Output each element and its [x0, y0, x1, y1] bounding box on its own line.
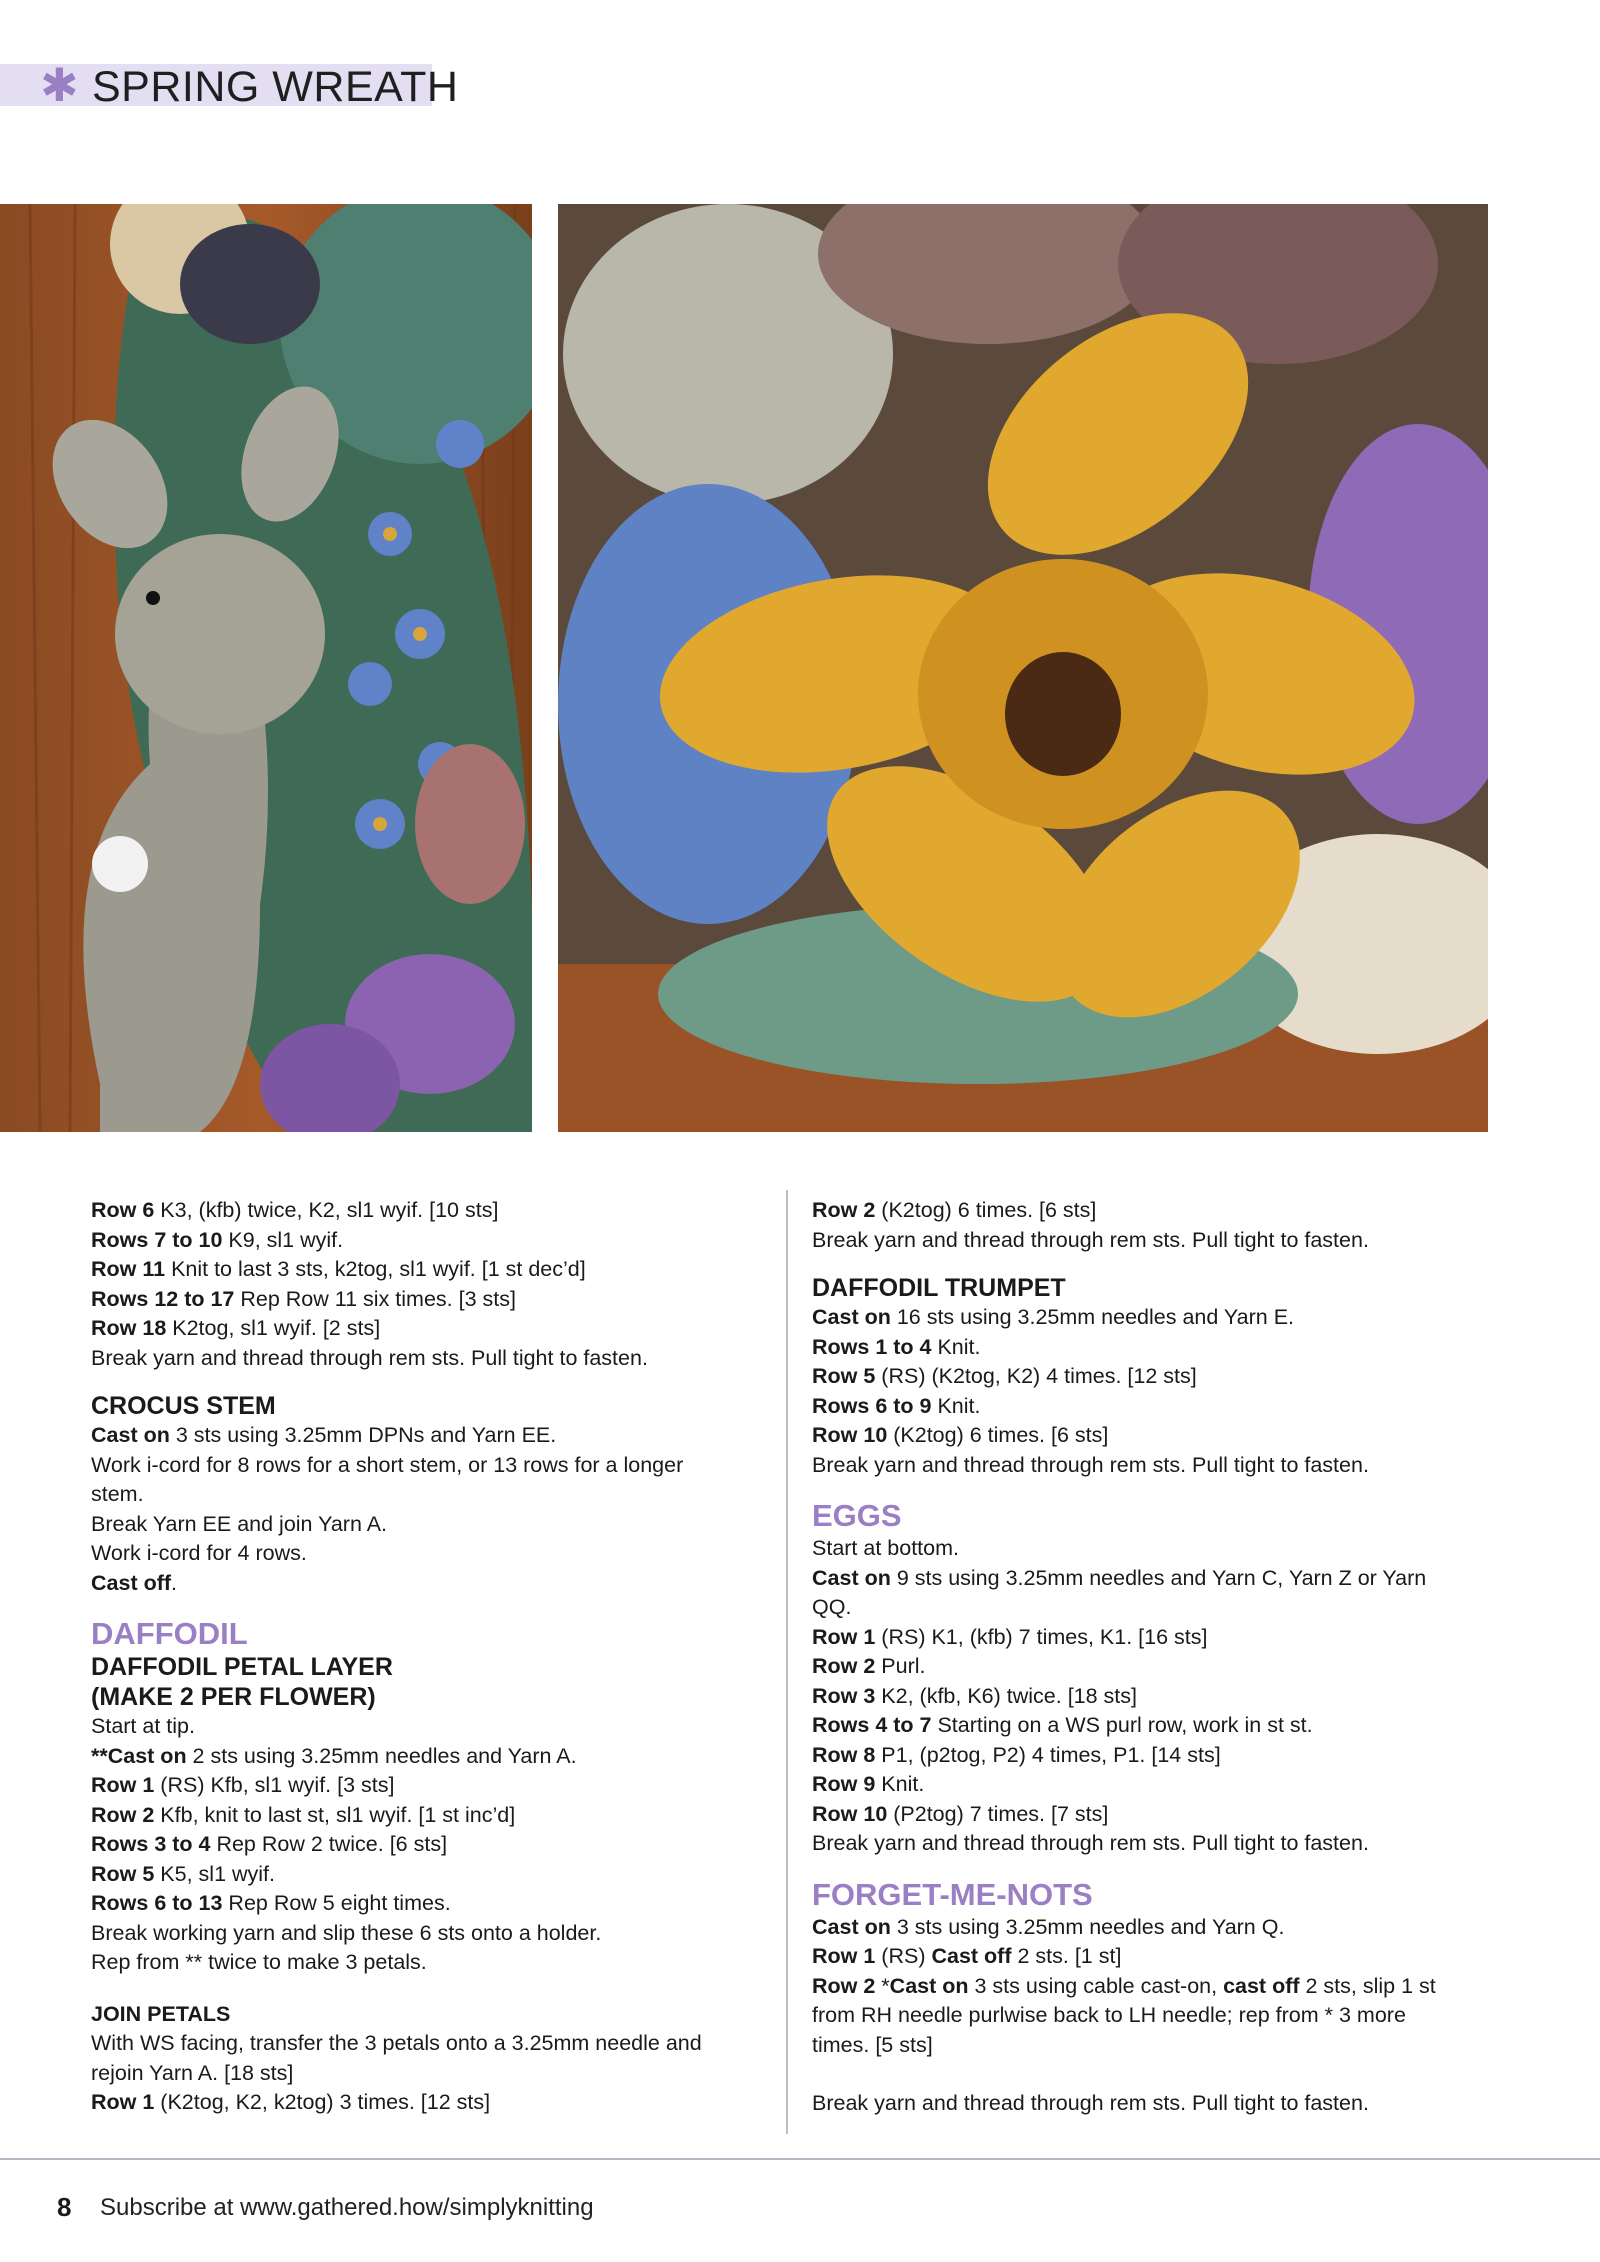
instruction-line: Row 6 K3, (kfb) twice, K2, sl1 wyif. [10 sts]: [91, 1198, 499, 1222]
daffodil-petal-layer-heading: DAFFODIL PETAL LAYER: [91, 1653, 393, 1681]
instruction-line: Row 5 (RS) (K2tog, K2) 4 times. [12 sts]: [812, 1364, 1197, 1388]
instruction-line: Break working yarn and slip these 6 sts onto a holder.: [91, 1920, 602, 1945]
instruction-line: Rows 4 to 7 Starting on a WS purl row, work in st st.: [812, 1713, 1313, 1737]
asterisk-icon: ✱: [40, 58, 79, 112]
instruction-line: Work i-cord for 8 rows for a short stem, or 13 rows for a longer: [91, 1452, 684, 1477]
instruction-line: Row 2 Purl.: [812, 1654, 926, 1678]
instruction-line: Cast on 16 sts using 3.25mm needles and Yarn E.: [812, 1305, 1295, 1329]
instruction-line: Rows 7 to 10 K9, sl1 wyif.: [91, 1227, 344, 1252]
forget-me-nots-instructions: [812, 1913, 1482, 2119]
left-column: [91, 1196, 761, 2118]
instruction-line: Row 2 (K2tog) 6 times. [6 sts]: [812, 1198, 1097, 1222]
instruction-line: Rows 12 to 17 Rep Row 11 six times. [3 sts]: [91, 1286, 516, 1311]
subscribe-link[interactable]: Subscribe at www.gathered.how/simplyknitting: [100, 2194, 594, 2221]
instruction-line: Row 1 (RS) K1, (kfb) 7 times, K1. [16 sts]: [812, 1624, 1208, 1649]
instruction-line: Row 3 K2, (kfb, K6) twice. [18 sts]: [812, 1683, 1138, 1708]
instruction-line: Break yarn and thread through rem sts. Pull tight to fasten.: [812, 1452, 1369, 1477]
instruction-line: Row 10 (P2tog) 7 times. [7 sts]: [812, 1801, 1109, 1826]
instruction-line: Break yarn and thread through rem sts. Pull tight to fasten.: [812, 1831, 1369, 1855]
daffodil-wreath-photo: [558, 204, 1488, 1132]
instruction-line: Cast on 3 sts using 3.25mm needles and Yarn Q.: [812, 1914, 1285, 1939]
instruction-line: Start at tip.: [91, 1714, 195, 1738]
instruction-line: Rows 6 to 9 Knit.: [812, 1393, 981, 1418]
instruction-line: Row 2 Kfb, knit to last st, sl1 wyif. [1 st inc’d]: [91, 1802, 516, 1827]
forget-me-nots-heading: FORGET-ME-NOTS: [812, 1876, 1093, 1912]
instruction-line: Row 1 (K2tog, K2, k2tog) 3 times. [12 sts]: [91, 2090, 491, 2114]
instruction-line: Start at bottom.: [812, 1536, 959, 1560]
instruction-line: Break Yarn EE and join Yarn A.: [91, 1511, 388, 1536]
right-column: [812, 1196, 1482, 2119]
instruction-line: times. [5 sts]: [812, 2032, 933, 2057]
row-instructions-block: [91, 1196, 761, 1373]
knitted-daffodil-image: [558, 204, 1488, 1132]
instruction-line: Break yarn and thread through rem sts. Pull tight to fasten.: [91, 1345, 648, 1370]
instruction-line: Work i-cord for 4 rows.: [91, 1541, 307, 1565]
eggs-instructions: [812, 1534, 1482, 1859]
page-number: 8: [57, 2192, 72, 2222]
instruction-line: QQ.: [812, 1595, 852, 1619]
instruction-line: Rows 1 to 4 Knit.: [812, 1334, 981, 1359]
bunny-wreath-photo: [0, 204, 532, 1132]
eggs-heading: EGGS: [812, 1498, 902, 1533]
instruction-line: stem.: [91, 1482, 144, 1506]
daffodil-trumpet-heading: DAFFODIL TRUMPET: [812, 1274, 1066, 1302]
instruction-line: **Cast on 2 sts using 3.25mm needles and Yarn A.: [91, 1743, 577, 1768]
instruction-line: Break yarn and thread through rem sts. Pull tight to fasten.: [812, 2091, 1369, 2115]
instruction-line: Row 5 K5, sl1 wyif.: [91, 1861, 276, 1886]
instruction-line: rejoin Yarn A. [18 sts]: [91, 2060, 294, 2085]
instruction-line: Cast on 9 sts using 3.25mm needles and Yarn C, Yarn Z or Yarn: [812, 1565, 1427, 1590]
crocus-stem-heading: CROCUS STEM: [91, 1392, 276, 1420]
column-divider: [786, 1190, 788, 2134]
join-petals-instructions: [91, 2029, 761, 2118]
instruction-line: Row 18 K2tog, sl1 wyif. [2 sts]: [91, 1316, 381, 1340]
instruction-line: Row 10 (K2tog) 6 times. [6 sts]: [812, 1423, 1109, 1447]
instruction-line: Cast off.: [91, 1570, 178, 1595]
row-instructions-block: [812, 1196, 1482, 1255]
daffodil-trumpet-instructions: [812, 1303, 1482, 1480]
footer-divider: [0, 2158, 1600, 2160]
page-title: SPRING WREATH: [92, 63, 459, 111]
daffodil-heading: DAFFODIL: [91, 1616, 248, 1651]
instruction-line: With WS facing, transfer the 3 petals onto a 3.25mm needle and: [91, 2031, 702, 2055]
instruction-line: Row 8 P1, (p2tog, P2) 4 times, P1. [14 sts]: [812, 1742, 1221, 1767]
knitted-bunny-image: [0, 204, 532, 1132]
instruction-line: Rep from ** twice to make 3 petals.: [91, 1950, 427, 1974]
instruction-line: Rows 6 to 13 Rep Row 5 eight times.: [91, 1891, 451, 1915]
instruction-line: from RH needle purlwise back to LH needle; rep from * 3 more: [812, 2003, 1406, 2027]
instruction-line: Row 2 *Cast on 3 sts using cable cast-on, cast off 2 sts, slip 1 st: [812, 1973, 1436, 1998]
instruction-line: Row 1 (RS) Cast off 2 sts. [1 st]: [812, 1944, 1122, 1968]
instruction-line: Row 11 Knit to last 3 sts, k2tog, sl1 wyif. [1 st dec’d]: [91, 1257, 586, 1281]
daffodil-petal-instructions: [91, 1712, 761, 1978]
crocus-stem-instructions: [91, 1421, 761, 1598]
instruction-line: Row 9 Knit.: [812, 1772, 925, 1796]
instruction-line: Cast on 3 sts using 3.25mm DPNs and Yarn EE.: [91, 1423, 557, 1447]
make-per-flower-heading: (MAKE 2 PER FLOWER): [91, 1683, 376, 1711]
join-petals-heading: JOIN PETALS: [91, 2001, 231, 2026]
instruction-line: Rows 3 to 4 Rep Row 2 twice. [6 sts]: [91, 1832, 448, 1856]
instruction-line: Break yarn and thread through rem sts. Pull tight to fasten.: [812, 1227, 1369, 1252]
instruction-line: Row 1 (RS) Kfb, sl1 wyif. [3 sts]: [91, 1773, 395, 1797]
